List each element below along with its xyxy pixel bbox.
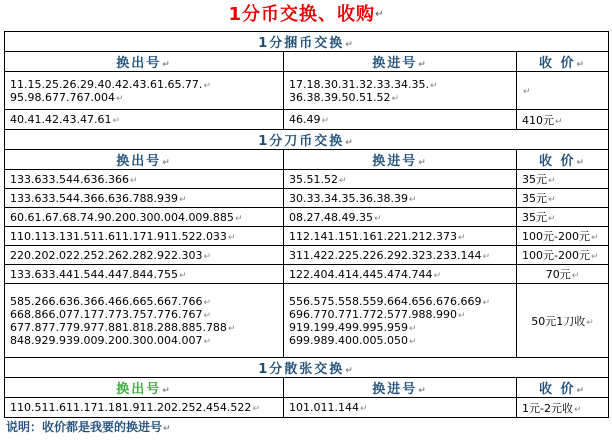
table-row (5, 398, 609, 418)
price-cell: 35元↵ (517, 170, 609, 189)
footnote: 说明：收价都是我要的换进号↵ (6, 420, 171, 434)
in-cell: 112.141.151.161.221.212.373↵ (284, 227, 517, 246)
section-heading-bundle: 1分捆币交换↵ (5, 32, 609, 52)
column-header-row (5, 150, 609, 170)
in-cell: 30.33.34.35.36.38.39↵ (284, 189, 517, 208)
in-cell: 122.404.414.445.474.744↵ (284, 265, 517, 284)
table-row (5, 246, 609, 265)
table-row (5, 284, 609, 358)
section-heading-loose: 1分散张交换↵ (5, 358, 609, 378)
out-cell: 133.633.544.636.366↵ (5, 170, 284, 189)
table-row (5, 72, 609, 110)
section-heading-knife: 1分刀币交换↵ (5, 130, 609, 150)
header-in: 换进号↵ (284, 150, 517, 170)
in-cell: 46.49↵ (284, 110, 517, 130)
out-cell: 110.113.131.511.611.171.911.522.033↵ (5, 227, 284, 246)
price-cell: 70元↵ (517, 265, 609, 284)
header-out: 换出号↵ (5, 378, 284, 398)
header-price: 收 价↵ (517, 150, 609, 170)
price-cell: 35元↵ (517, 189, 609, 208)
price-cell: 50元1刀收↵ (517, 284, 609, 358)
out-cell: 11.15.25.26.29.40.42.43.61.65.77.↵ 95.98.677.767.004↵ (5, 72, 284, 110)
table-row (5, 170, 609, 189)
out-cell: 133.633.544.366.636.788.939↵ (5, 189, 284, 208)
header-price: 收 价↵ (517, 378, 609, 398)
table-row (5, 208, 609, 227)
in-cell: 08.27.48.49.35↵ (284, 208, 517, 227)
in-cell: 311.422.225.226.292.323.233.144↵ (284, 246, 517, 265)
exchange-table (4, 31, 609, 418)
out-cell: 40.41.42.43.47.61↵ (5, 110, 284, 130)
price-cell: ↵ (517, 72, 609, 110)
price-cell: 1元-2元收↵ (517, 398, 609, 418)
in-cell: 35.51.52↵ (284, 170, 517, 189)
price-cell: 100元-200元↵ (517, 246, 609, 265)
column-header-row (5, 52, 609, 72)
in-cell: 556.575.558.559.664.656.676.669↵ 696.770.771.772.577.988.990↵ 919.199.499.995.959↵ 699.989.400.005.050↵ (284, 284, 517, 358)
out-cell: 133.633.441.544.447.844.755↵ (5, 265, 284, 284)
price-cell: 35元↵ (517, 208, 609, 227)
header-in: 换进号↵ (284, 378, 517, 398)
table-row (5, 265, 609, 284)
page-title: 1分币交换、收购↵ (228, 4, 384, 25)
table-row (5, 227, 609, 246)
header-out: 换出号↵ (5, 52, 284, 72)
header-in: 换进号↵ (284, 52, 517, 72)
column-header-row (5, 378, 609, 398)
in-cell: 101.011.144↵ (284, 398, 517, 418)
table-row (5, 110, 609, 130)
out-cell: 110.511.611.171.181.911.202.252.454.522↵ (5, 398, 284, 418)
header-out: 换出号↵ (5, 150, 284, 170)
out-cell: 585.266.636.366.466.665.667.766↵ 668.866.077.177.773.757.776.767↵ 677.877.779.977.881.818.288.885.788↵ 848.929.939.009.200.300.004.007↵ (5, 284, 284, 358)
table-row (5, 189, 609, 208)
in-cell: 17.18.30.31.32.33.34.35.↵ 36.38.39.50.51.52↵ (284, 72, 517, 110)
price-cell: 410元↵ (517, 110, 609, 130)
header-price: 收 价↵ (517, 52, 609, 72)
out-cell: 60.61.67.68.74.90.200.300.004.009.885↵ (5, 208, 284, 227)
out-cell: 220.202.022.252.262.282.922.303↵ (5, 246, 284, 265)
price-cell: 100元-200元↵ (517, 227, 609, 246)
